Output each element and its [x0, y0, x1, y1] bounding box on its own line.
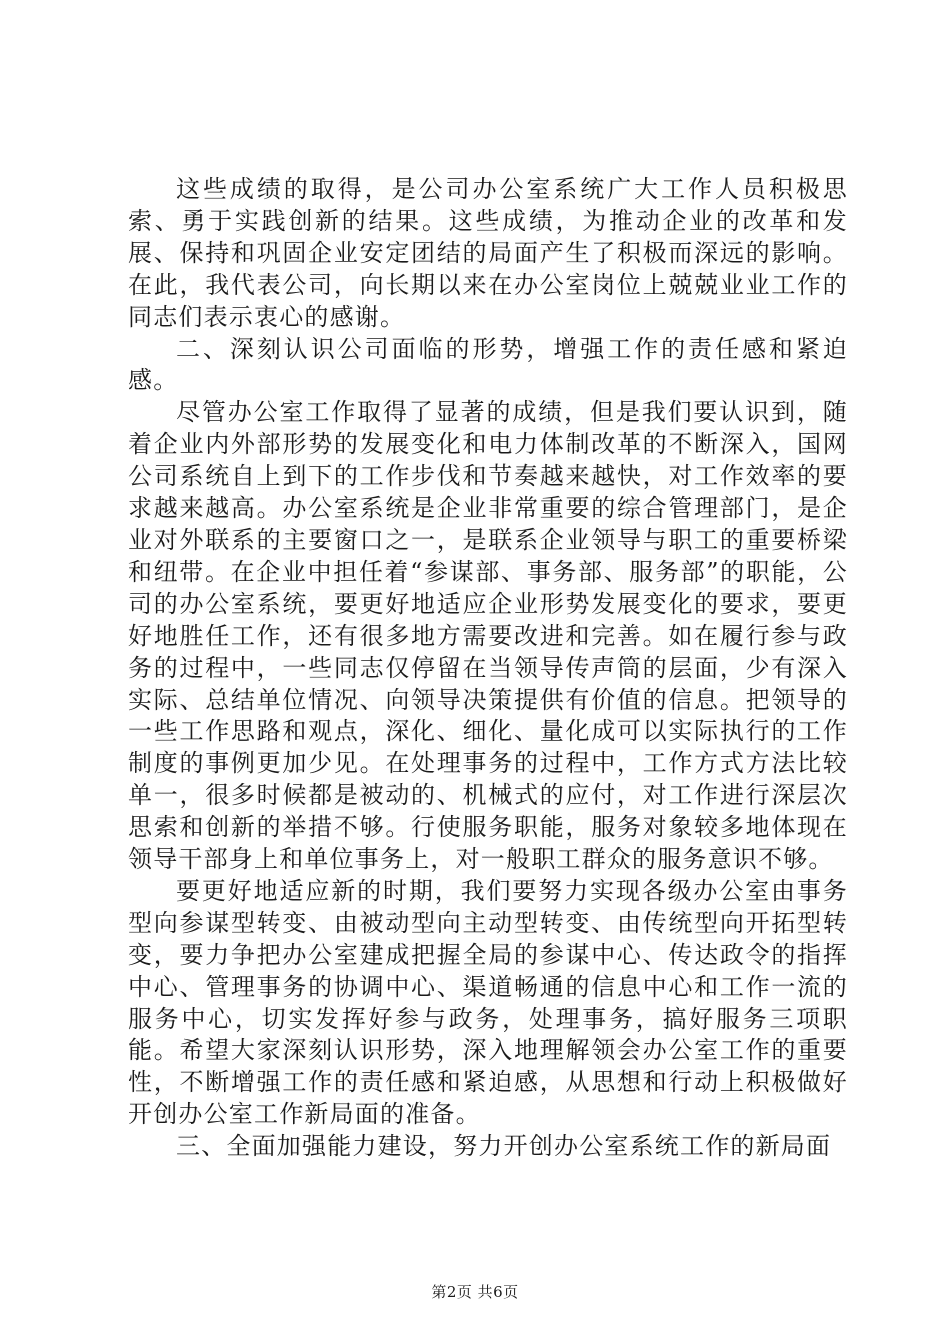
paragraph-transformation: 要更好地适应新的时期，我们要努力实现各级办公室由事务型向参谋型转变、由被动型向主动型转变、由传统型向开拓型转变，要力争把办公室建成把握全局的参谋中心、传达政令的指挥中心、管理事务的协调中心、渠道畅通的信息中心和工作一流的服务中心，切实发挥好参与政务，处理事务，搞好服务三项职能。希望大家深刻认识形势，深入地理解领会办公室工作的重要性，不断增强工作的责任感和紧迫感，从思想和行动上积极做好开创办公室工作新局面的准备。	[128, 876, 848, 1129]
paragraph-situation: 尽管办公室工作取得了显著的成绩，但是我们要认识到，随着企业内外部形势的发展变化和电力体制改革的不断深入，国网公司系统自上到下的工作步伐和节奏越来越快，对工作效率的要求越来越高。办公室系统是企业非常重要的综合管理部门，是企业对外联系的主要窗口之一，是联系企业领导与职工的重要桥梁和纽带。在企业中担任着“参谋部、事务部、服务部”的职能，公司的办公室系统，要更好地适应企业形势发展变化的要求，要更好地胜任工作，还有很多地方需要改进和完善。如在履行参与政务的过程中，一些同志仅停留在当领导传声筒的层面，少有深入实际、总结单位情况、向领导决策提供有价值的信息。把领导的一些工作思路和观点，深化、细化、量化成可以实际执行的工作制度的事例更加少见。在处理事务的过程中，工作方式方法比较单一，很多时候都是被动的、机械式的应付，对工作进行深层次思索和创新的举措不够。行使服务职能，服务对象较多地体现在领导干部身上和单位事务上，对一般职工群众的服务意识不够。	[128, 398, 848, 874]
section-heading-three: 三、全面加强能力建设，努力开创办公室系统工作的新局面	[176, 1132, 832, 1161]
page-number-footer: 第2页 共6页	[431, 1283, 519, 1301]
section-heading-two: 二、深刻认识公司面临的形势，增强工作的责任感和紧迫感。	[128, 334, 848, 395]
paragraph-achievements: 这些成绩的取得，是公司办公室系统广大工作人员积极思索、勇于实践创新的结果。这些成绩，为推动企业的改革和发展、保持和巩固企业安定团结的局面产生了积极而深远的影响。在此，我代表公司，向长期以来在办公室岗位上兢兢业业工作的同志们表示衷心的感谢。	[128, 175, 848, 331]
document-body	[128, 174, 848, 1163]
